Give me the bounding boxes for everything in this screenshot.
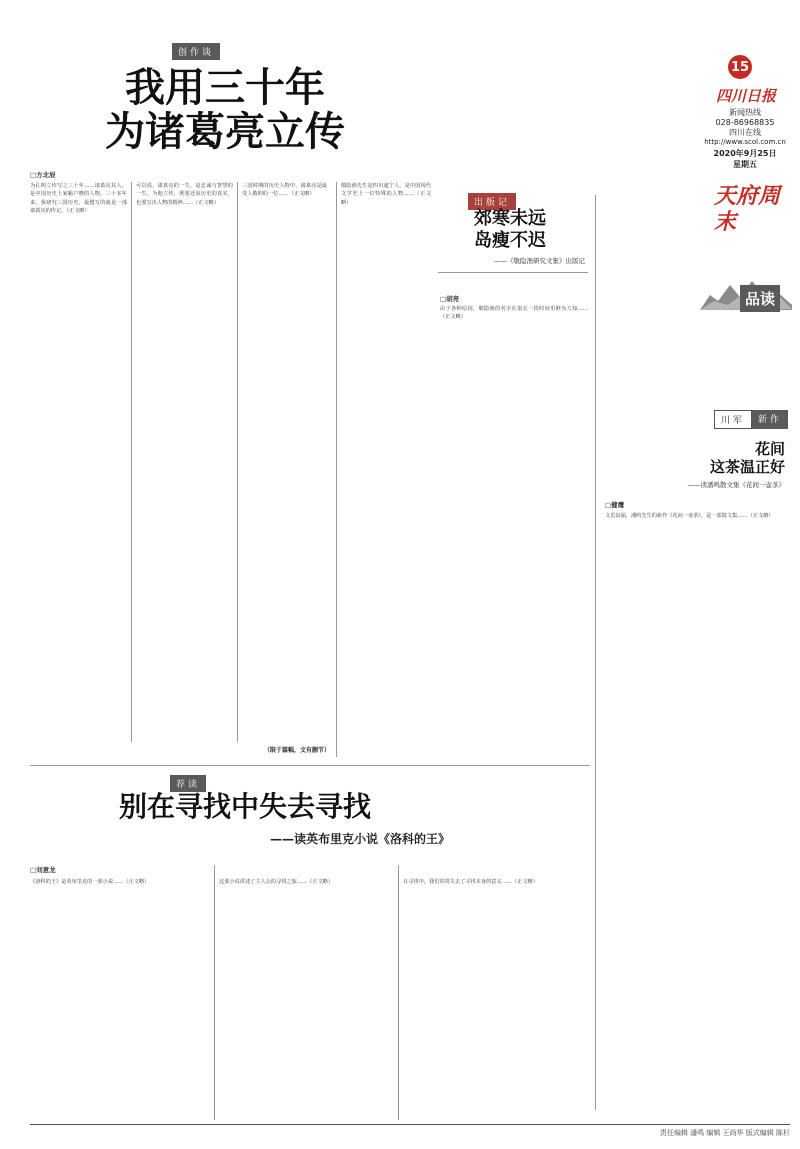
divider (438, 272, 588, 273)
recommend-column-tag: 荐读 (170, 772, 206, 792)
divider (336, 182, 337, 757)
footer-rule (30, 1124, 790, 1125)
newbook-subtitle: ——读潘鸣散文集《花间一壶茶》 (687, 481, 785, 489)
newbook-headline-line1: 花间 (754, 440, 785, 458)
newbook-column-tag: 川军 新作 (714, 410, 788, 429)
outbook-subtitle: ——《敬隐渔研究文集》出版记 (494, 257, 585, 265)
main-body-col2: 可以说，诸葛亮的一生，是忠诚与智慧的一生。为他立传，既要还原历史的真实，也要写出人物的精神……（正文略） (136, 183, 233, 206)
recommend-body-col1: 《洛科的王》是英布里克的一部小说……（正文略） (30, 879, 150, 885)
page-number: 15 (730, 59, 750, 75)
newbook-body: 文思泉涌，潘鸣先生的新作《花间一壶茶》，是一部散文集……（正文略） (605, 513, 774, 519)
main-headline (60, 66, 390, 154)
masthead (700, 55, 792, 195)
main-body-col3: 三国时期的历史人物中，诸葛亮是最受人敬仰的一位……（正文略） (242, 183, 327, 198)
main-body-col1: 为孔明立传写之三十年……诸葛亮其人，是中国历史上家喻户晓的人物。三十多年来，我研究三国历史，最想写的就是一部诸葛亮的传记。（正文略） (30, 183, 127, 215)
website-url[interactable]: http://www.scol.com.cn (704, 138, 786, 146)
hotline-number: 028-86968835 (715, 118, 775, 127)
main-headline-line2: 为诸葛亮立传 (105, 109, 345, 155)
section-name: 品读 (740, 285, 780, 312)
section-brand (700, 175, 792, 355)
outbook-column-tag: 出版记 (468, 190, 516, 210)
main-column-tag: 创作谈 (172, 40, 220, 60)
main-author: □方北辰 (30, 171, 56, 179)
divider (30, 765, 590, 766)
hotline-label: 新闻热线 (729, 108, 761, 117)
page-number-badge (728, 55, 752, 79)
recommend-author: □刘意龙 (30, 866, 56, 874)
newspaper-logo: 四川日报 (715, 87, 776, 105)
website-label: 四川在线 (729, 128, 761, 137)
newbook-headline-line2: 这茶温正好 (709, 458, 785, 476)
brand-logo: 天府周末 (714, 183, 781, 235)
outbook-headline-line2: 岛瘦不迟 (474, 230, 546, 251)
recommend-body-col2: 这部小说讲述了主人公的寻找之旅……（正文略） (219, 879, 334, 885)
recommend-subtitle: ——读英布里克小说《洛科的王》 (269, 832, 450, 846)
outbook-author: □胡亮 (440, 295, 460, 303)
main-headline-line1: 我用三十年 (125, 65, 325, 111)
issue-weekday: 星期五 (733, 160, 757, 169)
outbook-body-col2: 由于各种原因，敬隐渔的名字在很长一段时间里鲜为人知……（正文略） (440, 306, 588, 321)
outbook-headline-line1: 郊寒未远 (474, 208, 546, 229)
divider (398, 865, 399, 1120)
footer-credits: 责任编辑 潘鸣 编辑 王尚华 版式编辑 陈杉 (659, 1129, 790, 1137)
divider (237, 182, 238, 742)
divider (214, 865, 215, 1120)
newbook-author: □健鹰 (605, 501, 625, 509)
issue-date: 2020年9月25日 (713, 149, 777, 158)
recommend-headline: 别在寻找中失去寻找 (118, 790, 371, 823)
outbook-body-col1: 敬隐渔先生是四川遂宁人，是中国现代文学史上一位特殊的人物……（正文略） (341, 183, 431, 206)
divider (131, 182, 132, 742)
recommend-body-col3: 在寻找中，我们常常失去了寻找本身的意义……（正文略） (403, 879, 538, 885)
newbook-headline (660, 440, 785, 476)
divider (595, 195, 596, 1110)
outbook-headline (440, 208, 580, 252)
main-source-note: （限于篇幅，文有删节） (263, 747, 330, 754)
